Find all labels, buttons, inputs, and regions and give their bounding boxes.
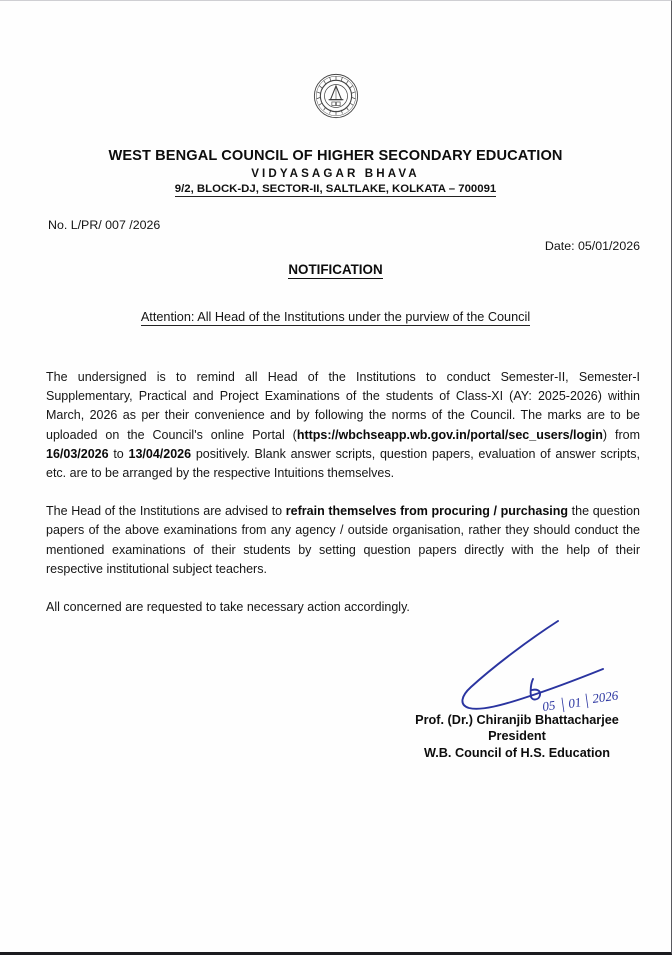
paragraph-2-part-2: the question papers of the above examinations from any agency / outside organisation, rather they should conduct the mentioned examinations of their students by setting question papers directly with the help of their respective institutional subject teachers. <box>46 504 640 576</box>
paragraph-1 <box>46 368 640 483</box>
paragraph-2 <box>46 502 640 579</box>
document-header <box>0 149 671 196</box>
page-title-text: NOTIFICATION <box>288 262 383 277</box>
signatory-designation: President <box>488 729 546 744</box>
signature-date-text: 05 <box>541 697 557 714</box>
building-name: VIDYASAGAR BHAVA <box>251 166 420 180</box>
emblem-container <box>0 73 671 119</box>
address-text: 9/2, BLOCK-DJ, SECTOR-II, SALTLAKE, KOLKATA – 700091 <box>174 183 497 196</box>
svg-text:|: | <box>559 695 566 713</box>
signatory-name: Prof. (Dr.) Chiranjib Bhattacharjee <box>415 713 619 727</box>
paragraph-2-part-1: The Head of the Institutions are advised to <box>46 504 286 519</box>
svg-text:|: | <box>583 691 590 709</box>
address-line <box>0 184 671 195</box>
portal-url: https://wbchseapp.wb.gov.in/portal/sec_users/login <box>296 427 603 442</box>
signature-block <box>372 712 662 761</box>
upload-start-date: 16/03/2026 <box>46 446 109 461</box>
paragraph-1-part-4: positively. Blank answer scripts, question papers, evaluation of answer scripts, etc. are to be arranged by the respective Intuitions themselves. <box>46 446 641 481</box>
svg-text:01: 01 <box>567 694 583 711</box>
svg-text:2026: 2026 <box>591 687 620 706</box>
attention-line <box>0 310 671 324</box>
paragraph-1-part-3: to <box>108 446 129 461</box>
attention-text: Attention: All Head of the Institutions under the purview of the Council <box>140 310 531 324</box>
document-body <box>46 368 640 617</box>
paragraph-2-emphasis: refrain themselves from procuring / purchasing <box>285 504 569 519</box>
signatory-organisation: W.B. Council of H.S. Education <box>423 745 611 760</box>
council-seal-emblem-icon <box>313 73 359 119</box>
organisation-name: WEST BENGAL COUNCIL OF HIGHER SECONDARY EDUCATION <box>108 148 563 164</box>
paragraph-1-part-2: ) from <box>602 427 641 442</box>
page-title <box>0 262 671 277</box>
paragraph-3: All concerned are requested to take necessary action accordingly. <box>46 600 410 615</box>
document-date: Date: 05/01/2026 <box>544 239 640 253</box>
paragraph-1-part-1: The undersigned is to remind all Head of the Institutions to conduct Semester-II, Semester-I Supplementary, Practical and Project Examinations of the students of Class-XI (AY: 2025-2026) within March, 2026 as per their convenience and by following the norms of the Council. The marks are to be uploaded on the Council's online Portal ( <box>46 370 640 442</box>
upload-end-date: 13/04/2026 <box>128 446 192 461</box>
reference-number: No. L/PR/ 007 /2026 <box>48 218 161 232</box>
